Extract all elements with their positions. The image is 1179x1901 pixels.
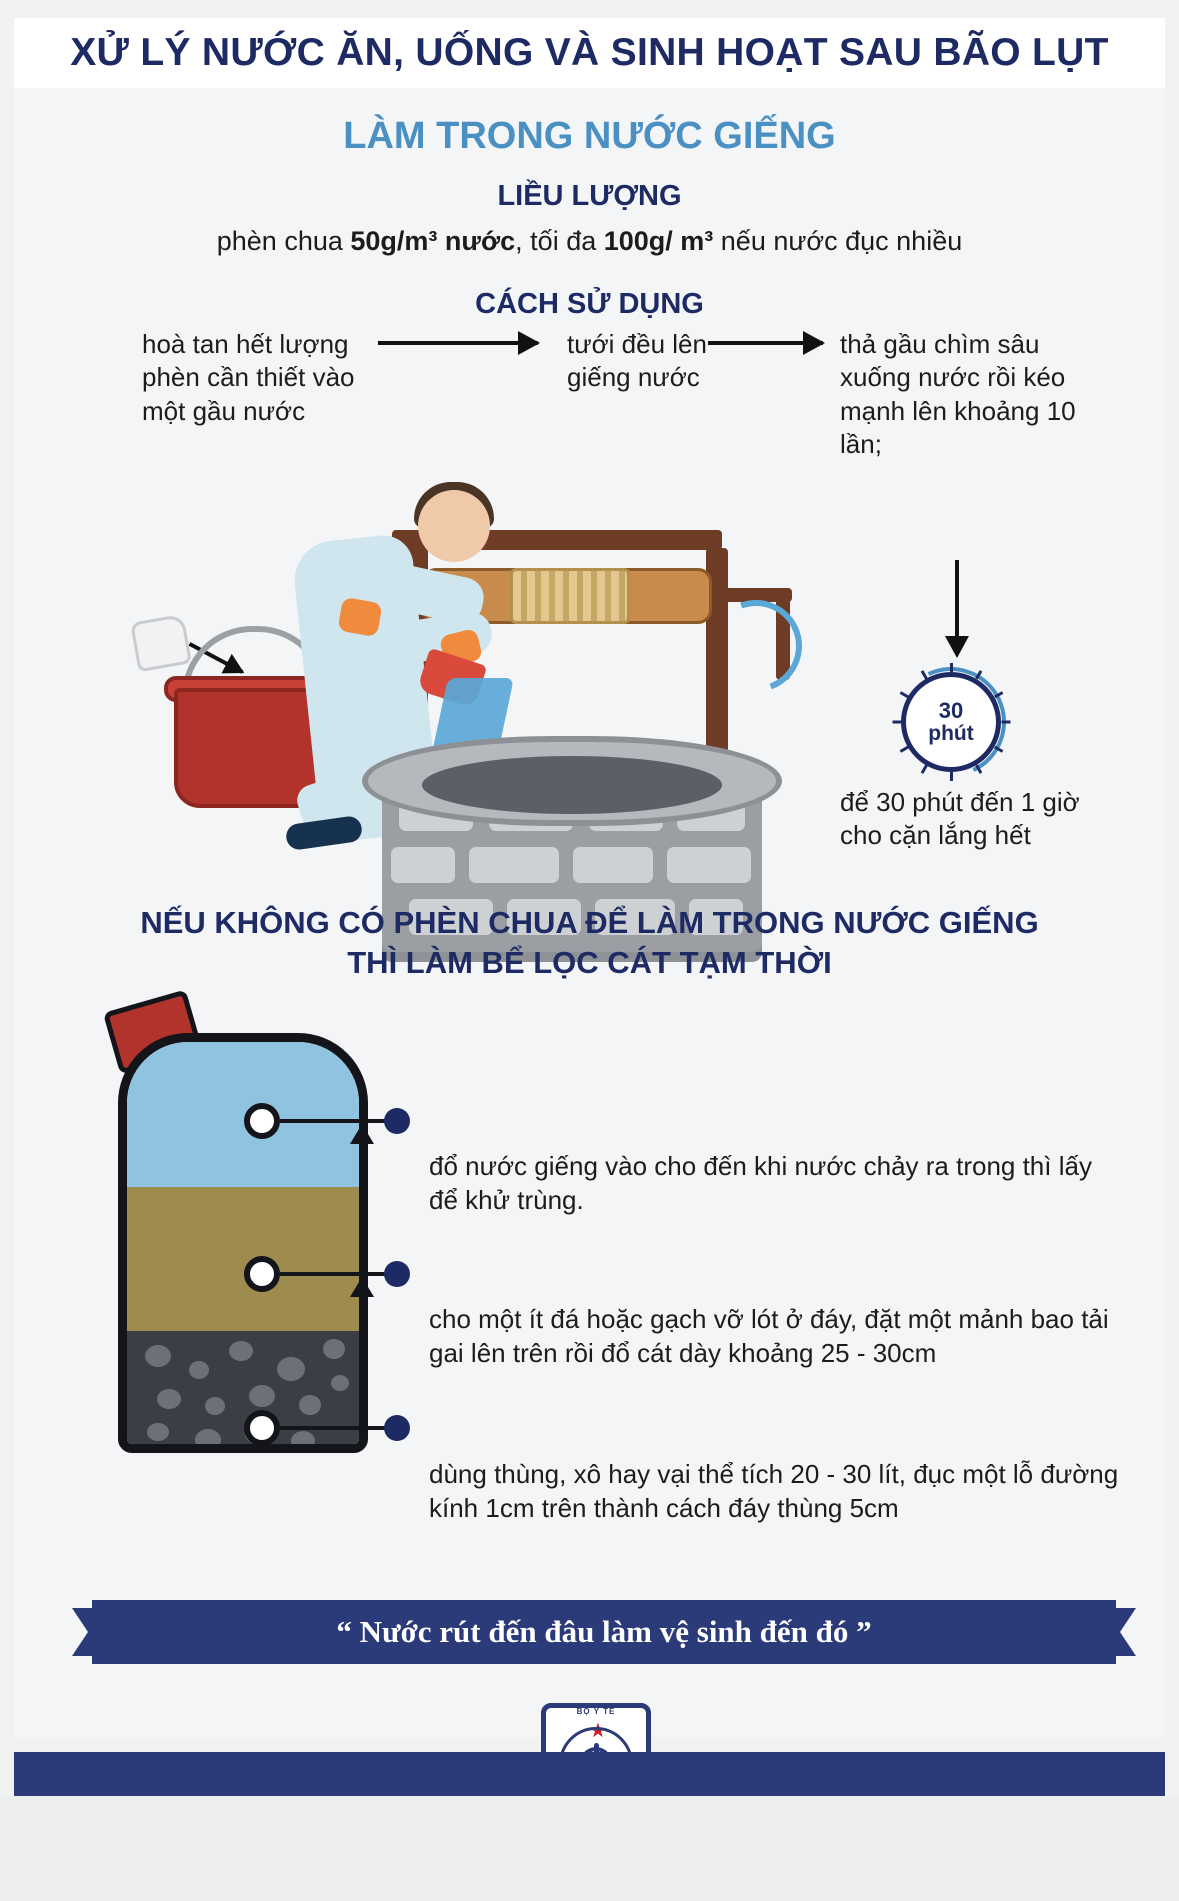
usage-step-1: hoà tan hết lượng phèn cần thiết vào một gầu nước xyxy=(142,329,355,426)
gravel-pebble xyxy=(145,1345,171,1367)
usage-heading: CÁCH SỬ DỤNG xyxy=(475,288,704,320)
bullet-dot-2 xyxy=(384,1261,410,1287)
worker-glove-left xyxy=(337,597,382,637)
section-title-clarify: LÀM TRONG NƯỚC GIẾNG xyxy=(343,115,836,157)
sand-filter-tank xyxy=(118,1033,368,1453)
usage-step-3: thả gầu chìm sâu xuống nước rồi kéo mạnh lên khoảng 10 lần; xyxy=(840,329,1076,459)
gravel-pebble xyxy=(249,1385,275,1407)
clock-tick xyxy=(950,663,953,672)
dose-value-2: 100g/ m³ xyxy=(603,226,714,256)
clock-tick xyxy=(1002,721,1011,724)
filter-step-1: đổ nước giếng vào cho đến khi nước chảy ra trong thì lấy để khử trùng. xyxy=(429,1151,1092,1215)
page-title: XỬ LÝ NƯỚC ĂN, UỐNG VÀ SINH HOẠT SAU BÃO LỤT xyxy=(70,31,1109,74)
gravel-pebble xyxy=(189,1361,209,1379)
dose-middle: , tối đa xyxy=(515,226,604,256)
dose-description xyxy=(14,226,1165,257)
settling-note: để 30 phút đến 1 giờ cho cặn lắng hết xyxy=(840,787,1080,851)
gravel-pebble xyxy=(229,1341,253,1361)
gravel-pebble xyxy=(299,1395,321,1415)
leader-line-middle xyxy=(280,1272,390,1276)
alum-packet-icon xyxy=(130,614,192,673)
dose-prefix: phèn chua xyxy=(216,226,351,256)
page-bottom-spacer xyxy=(0,1796,1179,1901)
bullet-dot-1 xyxy=(384,1108,410,1134)
leader-line-bottom xyxy=(280,1426,390,1430)
well-stone xyxy=(570,844,656,886)
tank-port-bottom xyxy=(244,1410,280,1446)
arrow-down-icon xyxy=(955,560,959,640)
well-stone xyxy=(466,844,562,886)
flow-arrow-up-2 xyxy=(360,1293,364,1353)
flow-arrow-up-1 xyxy=(360,1140,364,1200)
poster-body xyxy=(14,88,1165,1742)
dose-heading: LIỀU LƯỢNG xyxy=(497,180,682,212)
filter-section-title xyxy=(14,903,1165,984)
gravel-pebble xyxy=(323,1339,345,1359)
gravel-pebble xyxy=(195,1429,221,1451)
timer-number: 30 xyxy=(938,698,964,724)
arrow-right-icon xyxy=(708,341,823,345)
gravel-pebble xyxy=(277,1357,305,1381)
gravel-pebble xyxy=(157,1389,181,1409)
arrow-right-icon xyxy=(378,341,538,345)
worker-head xyxy=(418,490,490,562)
clock-dial xyxy=(901,672,1001,772)
filter-title-line-2: THÌ LÀM BỂ LỌC CÁT TẠM THỜI xyxy=(347,945,832,981)
gravel-pebble xyxy=(205,1397,225,1415)
worker-shoe xyxy=(285,815,364,851)
leader-line-top xyxy=(280,1119,390,1123)
tank-layer-sand xyxy=(127,1187,359,1332)
gravel-pebble xyxy=(291,1431,315,1451)
dose-value-1: 50g/m³ nước xyxy=(350,226,516,256)
filter-step-2: cho một ít đá hoặc gạch vỡ lót ở đáy, đặt một mảnh bao tải gai lên trên rồi đổ cát dày khoảng 25 - 30cm xyxy=(429,1304,1109,1368)
ribbon-quote: “ Nước rút đến đâu làm vệ sinh đến đó ” xyxy=(336,1614,872,1649)
well-stone xyxy=(664,844,754,886)
poster-header xyxy=(14,18,1165,88)
gravel-pebble xyxy=(147,1423,169,1441)
well-stone xyxy=(388,844,458,886)
tank-layer-water xyxy=(127,1042,359,1187)
footer-bar xyxy=(14,1752,1165,1796)
star-icon: ★ xyxy=(589,1720,607,1742)
filter-step-3: dùng thùng, xô hay vại thể tích 20 - 30 lít, đục một lỗ đường kính 1cm trên thành cách đáy thùng 5cm xyxy=(429,1459,1119,1523)
logo-top-text: BỘ Y TẾ xyxy=(576,1707,616,1716)
well-opening xyxy=(422,756,722,814)
timer-unit: phút xyxy=(928,721,974,745)
timer-clock-icon xyxy=(892,663,1010,781)
gravel-pebble xyxy=(331,1375,349,1391)
tank-port-top xyxy=(244,1103,280,1139)
well-rope xyxy=(510,568,630,624)
dose-suffix: nếu nước đục nhiều xyxy=(713,226,963,256)
usage-step-2: tưới đều lên giếng nước xyxy=(567,329,707,393)
filter-title-line-1: NẾU KHÔNG CÓ PHÈN CHUA ĐỂ LÀM TRONG NƯỚC GIẾNG xyxy=(140,905,1039,940)
tank-port-middle xyxy=(244,1256,280,1292)
bullet-dot-3 xyxy=(384,1415,410,1441)
clock-tick xyxy=(950,772,953,781)
